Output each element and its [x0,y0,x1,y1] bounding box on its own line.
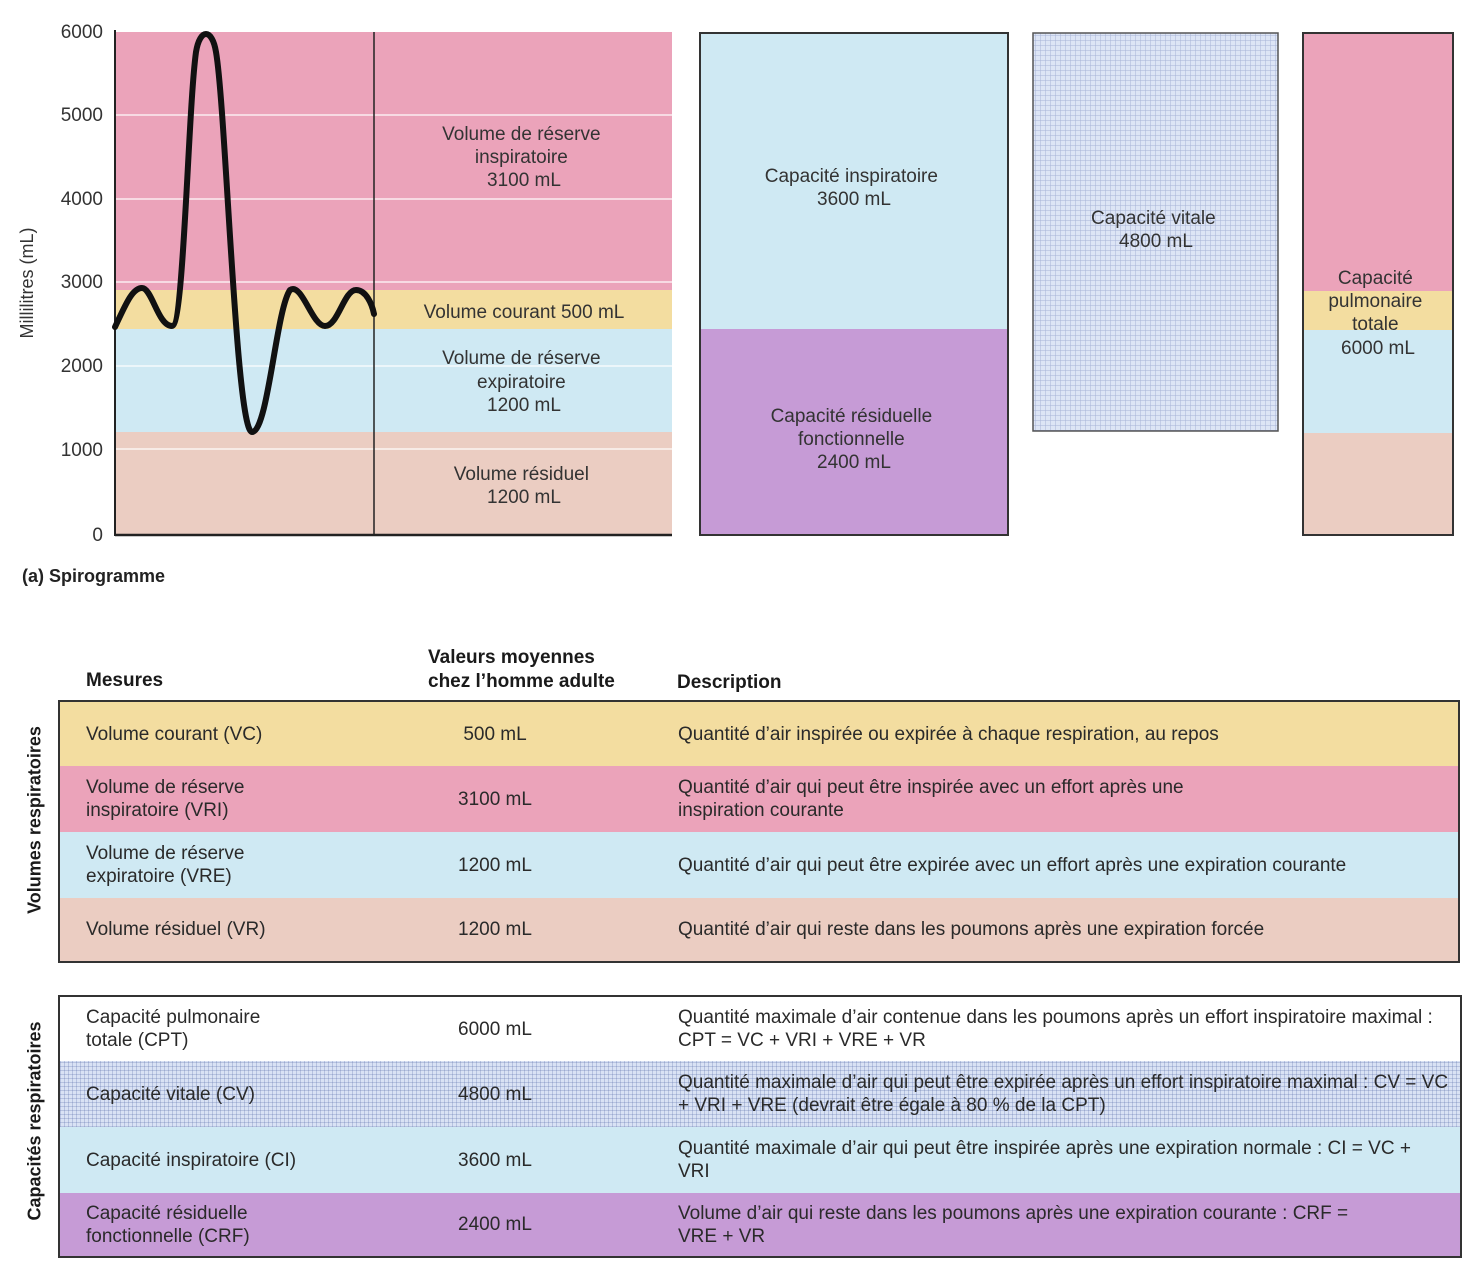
table-capacites [58,995,1462,1258]
figure-caption: (a) Spirogramme [22,566,166,586]
table-volumes [58,700,1460,963]
column-cv [1033,33,1278,431]
group-label-capacites: Capacités respiratoires [24,1021,45,1221]
label-ci: Capacité inspiratoire 3600 mL [764,166,938,210]
cell-description: Quantité d’air qui reste dans les poumons après une expiration forcée [678,919,1265,940]
cell-mesure: Volume courant (VC) [86,723,263,745]
header-description: Description [677,672,782,693]
table-row [60,898,1458,961]
label-vr: Volume résiduel 1200 mL [453,464,589,508]
block-cpt-vr [1303,433,1453,535]
spirogram-bands [115,32,672,535]
header-valeurs [428,646,615,694]
y-tick: 1000 [60,440,103,461]
label-vc: Volume courant 500 mL [423,302,625,323]
y-tick: 2000 [60,356,103,377]
y-axis-label: Millilitres (mL) [17,227,37,339]
cell-description: Quantité d’air qui peut être inspirée avec un effort après une inspiration courante [678,777,1184,821]
y-tick: 3000 [60,272,103,293]
table-row [60,832,1458,898]
table-row [60,1127,1460,1193]
table-row [60,702,1458,766]
cell-valeur: 3600 mL [458,1149,532,1171]
cell-valeur: 500 mL [463,723,527,745]
cell-description: Quantité d’air qui peut être expirée avec un effort après une expiration courante [678,854,1347,876]
band-vri [115,32,672,290]
cell-valeur: 3100 mL [458,788,532,810]
spirogram-figure [0,0,1483,600]
header-valeurs-line1: Valeurs moyennes [428,647,595,668]
label-cv: Capacité vitale 4800 mL [1091,208,1216,252]
cell-mesure: Volume de réserve expiratoire (VRE) [86,843,245,887]
band-vre [115,329,672,432]
cell-mesure: Capacité vitale (CV) [86,1083,255,1105]
cell-description: Quantité maximale d’air contenue dans les poumons après un effort inspiratoire maximal : CPT = VC + VRI + VRE + VR [678,1007,1433,1051]
y-tick: 4000 [60,189,103,210]
cell-valeur: 1200 mL [458,919,532,940]
header-mesures: Mesures [86,670,164,691]
cell-valeur: 6000 mL [458,1018,532,1040]
y-tick: 6000 [60,22,103,43]
cell-description: Quantité maximale d’air qui peut être expirée après un effort inspiratoire maximal : CV = VC + VRI + VRE (devrait être égale à 80 % de la CPT) [678,1072,1449,1116]
label-cpt: Capacité pulmonaire totale 6000 mL [1328,268,1423,359]
y-tick: 5000 [60,105,103,126]
block-cpt-vri [1303,33,1453,291]
y-ticks [61,22,103,546]
y-tick: 0 [92,525,103,546]
cell-mesure: Capacité pulmonaire totale (CPT) [86,1007,261,1051]
table-row [60,766,1458,832]
cell-valeur: 2400 mL [458,1214,532,1235]
label-vre: Volume de réserve expiratoire 1200 mL [442,348,601,416]
table-row [60,1193,1460,1256]
cell-description: Volume d’air qui reste dans les poumons après une expiration courante : CRF = VRE + VR [678,1202,1349,1247]
column-ci-crf [700,33,1008,535]
cell-description: Quantité maximale d’air qui peut être inspirée après une expiration normale : CI = VC + VRI [678,1138,1411,1182]
label-crf: Capacité résiduelle fonctionnelle 2400 mL [770,406,933,473]
column-cpt [1303,33,1453,535]
cell-description: Quantité d’air inspirée ou expirée à chaque respiration, au repos [678,723,1219,745]
cell-mesure: Volume de réserve inspiratoire (VRI) [86,777,245,821]
cell-valeur: 1200 mL [458,854,532,876]
header-valeurs-line2: chez l’homme adulte [428,671,615,692]
cell-valeur: 4800 mL [458,1083,532,1105]
table-row [60,997,1460,1061]
cell-mesure: Capacité inspiratoire (CI) [86,1149,297,1171]
cell-mesure: Volume résiduel (VR) [86,919,266,940]
cell-mesure: Capacité résiduelle fonctionnelle (CRF) [86,1202,250,1247]
group-label-volumes: Volumes respiratoires [24,726,45,914]
label-vri: Volume de réserve inspiratoire 3100 mL [442,124,601,191]
table-row [60,1061,1460,1127]
